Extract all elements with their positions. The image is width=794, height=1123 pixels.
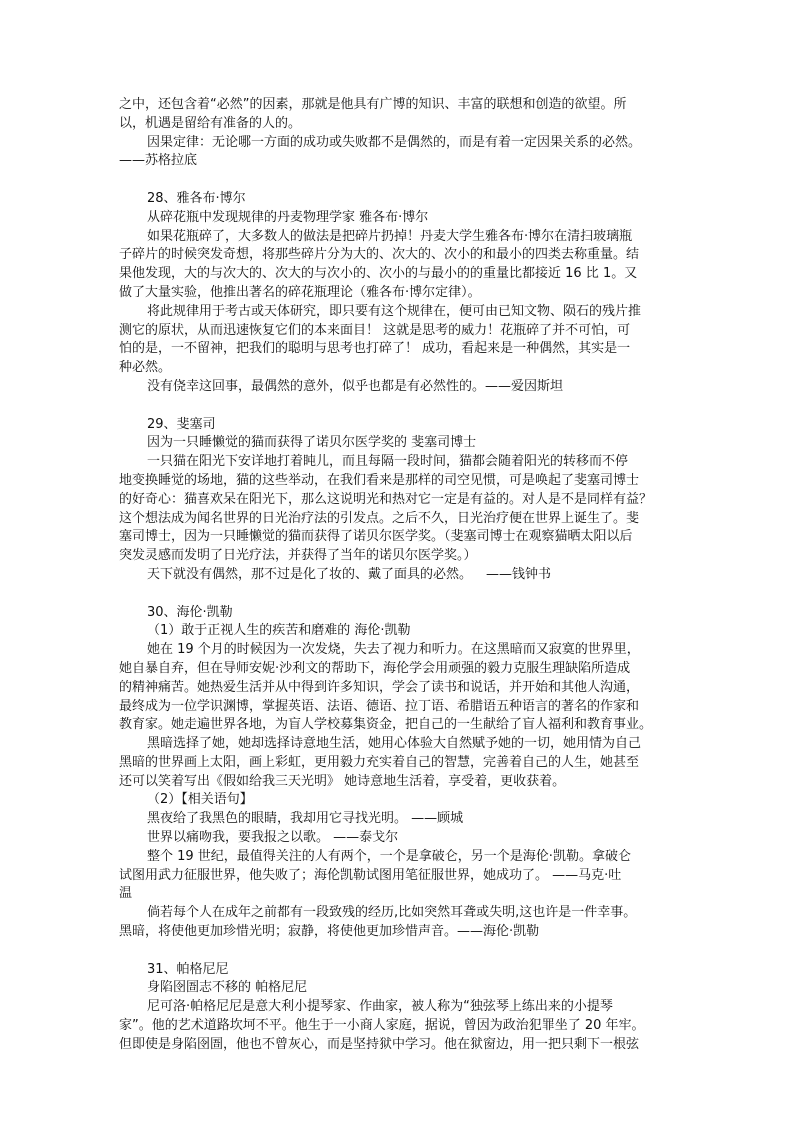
text-line: 怕的是，一不留神，把我们的聪明与思考也打碎了！ 成功，看起来是一种偶然，其实是一 <box>119 341 631 357</box>
section-subtitle: 身陷囹圄志不移的 帕格尼尼 <box>147 980 308 996</box>
text-line: 尼可洛·帕格尼尼是意大利小提琴家、作曲家，被人称为“独弦琴上练出来的小提琴 <box>147 999 613 1015</box>
text-line: 种必然。 <box>119 360 172 376</box>
text-line: 做了大量实验，他推出著名的碎花瓶理论（雅各布·博尔定律）。 <box>119 284 481 300</box>
text-line: 最终成为一位学识渊博，掌握英语、法语、德语、拉丁语、希腊语五种语言的著名的作家和 <box>119 698 640 714</box>
quote-line <box>119 566 679 585</box>
text-line: 之中，还包含着“必然”的因素，那就是他具有广博的知识、丰富的联想和创造的欲望。所 <box>119 97 627 112</box>
text-line: 果他发现，大的与次大的、次大的与次小的、次小的与最小的的重量比都接近 16 比 1。又 <box>119 266 638 282</box>
section-heading: 28、雅各布·博尔 <box>147 190 246 206</box>
text-line: 一只猫在阳光下安详地打着盹儿，而且每隔一段时间，猫都会随着阳光的转移而不停 <box>147 454 629 470</box>
text-line: 试图用武力征服世界，他失败了；海伦凯勒试图用笔征服世界，她成功了。 ——马克·吐 <box>119 867 622 883</box>
text-line: 塞司博士，因为一只睡懒觉的猫而获得了诺贝尔医学奖。（斐塞司博士在观察猫晒太阳以后 <box>119 529 633 545</box>
section-subtitle: 因为一只睡懒觉的猫而获得了诺贝尔医学奖的 斐塞司博士 <box>147 435 477 451</box>
text-line: 因果定律：无论哪一方面的成功或失败都不是偶然的，而是有着一定因果关系的必然。 <box>147 134 642 150</box>
section-subtitle: （1）敢于正视人生的疾苦和磨难的 海伦·凯勒 <box>147 623 411 639</box>
text-line: 家”。他的艺术道路坎坷不平。他生于一小商人家庭，据说，曾因为政治犯罪坐了 20 年牢。 <box>119 1018 645 1034</box>
text-line: 以，机遇是留给有准备的人的。 <box>119 115 302 131</box>
text-line: 子碎片的时候突发奇想，将那些碎片分为大的、次大的、次小的和最小的四类去称重量。结 <box>119 247 640 263</box>
quote-line: 世界以痛吻我，要我报之以歌。 ——泰戈尔 <box>147 830 399 846</box>
quote-line: 没有侥幸这回事，最偶然的意外，似乎也都是有必然性的。——爱因斯坦 <box>147 378 564 394</box>
quote-text: 天下就没有偶然，那不过是化了妆的、戴了面具的必然。 <box>147 566 473 582</box>
section-subtitle: 从碎花瓶中发现规律的丹麦物理学家 雅各布·博尔 <box>147 209 429 225</box>
text-line: 她在 19 个月的时候因为一次发烧，失去了视力和听力。在这黑暗而又寂寞的世界里， <box>147 642 640 658</box>
document-page <box>119 96 679 1055</box>
text-line: 这个想法成为闻名世界的日光治疗法的引发点。之后不久，日光治疗便在世界上诞生了。斐 <box>119 510 640 526</box>
section-heading: 31、帕格尼尼 <box>147 961 229 977</box>
text-line: ——苏格拉底 <box>119 153 198 169</box>
quote-author: ——钱钟书 <box>486 566 552 582</box>
section-heading: 29、斐塞司 <box>147 416 216 432</box>
text-line: 突发灵感而发明了日光疗法，并获得了当年的诺贝尔医学奖。） <box>119 548 477 564</box>
text-line: 倘若每个人在成年之前都有一段致残的经历,比如突然耳聋或失明,这也许是一件幸事。 <box>147 905 637 921</box>
text-line: 她自暴自弃，但在导师安妮·沙利文的帮助下，海伦学会用顽强的毅力克服生理缺陷所造成 <box>119 660 631 676</box>
section-subtitle: （2）【相关语句】 <box>147 792 253 808</box>
text-line: 黑暗，将使他更加珍惜光明；寂静，将使他更加珍惜声音。——海伦·凯勒 <box>119 924 540 940</box>
text-line: 黑暗选择了她，她却选择诗意地生活，她用心体验大自然赋予她的一切，她用情为自己 <box>147 736 642 752</box>
text-line: 黑暗的世界画上太阳，画上彩虹，更用毅力充实着自己的智慧，完善着自己的人生，她甚至 <box>119 754 640 770</box>
text-line: 将此规律用于考古或天体研究，即只要有这个规律在，便可由已知文物、陨石的残片推 <box>147 303 642 319</box>
text-line: 教育家。她走遍世界各地，为盲人学校募集资金，把自己的一生献给了盲人福利和教育事业。 <box>119 717 653 733</box>
text-line: 测它的原状，从而迅速恢复它们的本来面目！ 这就是思考的威力！花瓶碎了并不可怕，可 <box>119 322 631 338</box>
text-line: 整个 19 世纪，最值得关注的人有两个，一个是拿破仑，另一个是海伦·凯勒。拿破仑 <box>147 848 631 864</box>
quote-line: 黑夜给了我黑色的眼睛，我却用它寻找光明。 ——顾城 <box>147 811 464 827</box>
text-line: 但即使是身陷囹圄，他也不曾灰心，而是坚持狱中学习。他在狱窗边，用一把只剩下一根弦 <box>119 1036 640 1052</box>
text-line: 的好奇心：猫喜欢呆在阳光下，那么这说明光和热对它一定是有益的。对人是不是同样有益？ <box>119 491 653 507</box>
section-heading: 30、海伦·凯勒 <box>147 604 233 620</box>
text-line: 还可以笑着写出《假如给我三天光明》 她诗意地生活着，享受着，更收获着。 <box>119 773 566 789</box>
text-line: 如果花瓶碎了，大多数人的做法是把碎片扔掉！丹麦大学生雅各布·博尔在清扫玻璃瓶 <box>147 228 633 244</box>
text-line: 地变换睡觉的场地，猫的这些举动，在我们看来是那样的司空见惯，可是唤起了斐塞司博士 <box>119 472 640 488</box>
text-line: 温 <box>119 886 133 902</box>
text-line: 的精神痛苦。她热爱生活并从中得到许多知识，学会了读书和说话，并开始和其他人沟通， <box>119 679 640 695</box>
